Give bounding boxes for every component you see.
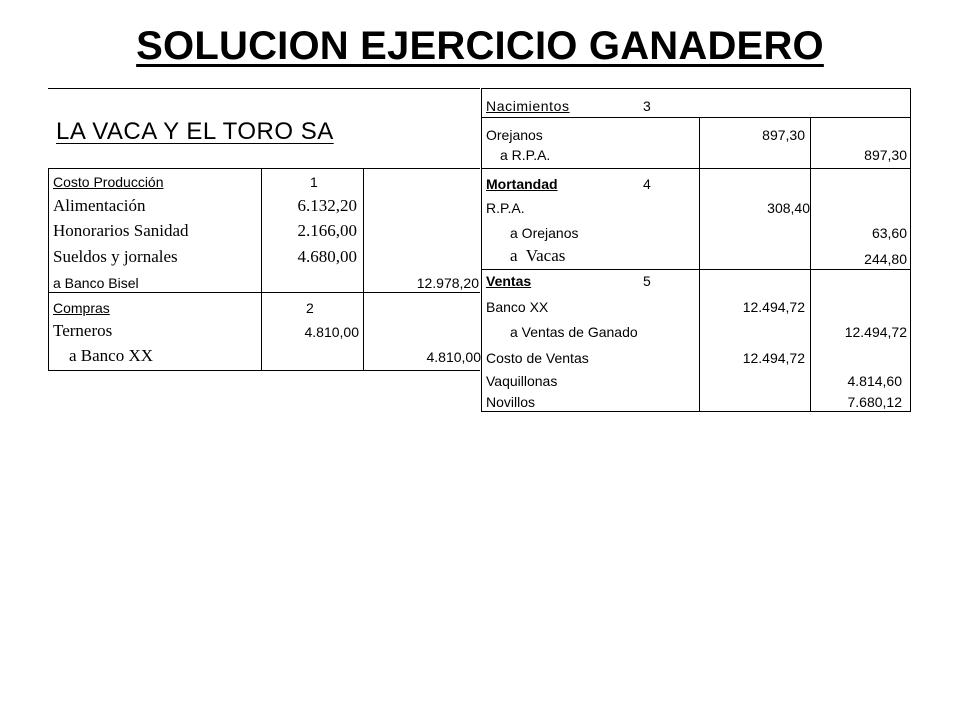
border-debe-left [261, 168, 262, 371]
rule-right-top [481, 88, 911, 89]
rule-entry4-end [481, 269, 911, 270]
page-title: SOLUCION EJERCICIO GANADERO [136, 24, 824, 68]
entry-number-5: 5 [643, 273, 651, 289]
debit-rpa-label: R.P.A. [486, 200, 525, 216]
credit-banco-bisel-amount: 12.978,20 [416, 275, 479, 291]
entry-header-compras: Compras [53, 300, 110, 316]
right-border-debe-left [699, 117, 700, 411]
right-border-left [481, 88, 482, 411]
debit-rpa-amount: 308,40 [767, 200, 810, 216]
debit-costo-ventas-amount: 12.494,72 [742, 350, 805, 366]
debit-orejanos-amount: 897,30 [762, 127, 805, 143]
credit-ventas-ganado-amount: 12.494,72 [844, 324, 907, 340]
credit-banco-xx-amount: 4.810,00 [426, 349, 481, 365]
debit-sueldos-label: Sueldos y jornales [53, 247, 178, 266]
credit-ventas-ganado-label: a Ventas de Ganado [510, 324, 638, 340]
rule-entry1-end [48, 292, 480, 293]
entry-header-nacimientos: Nacimientos [486, 98, 570, 114]
rule-right-bottom [481, 411, 911, 412]
entry-number-1: 1 [310, 174, 318, 190]
credit-vaquillonas-label: Vaquillonas [486, 373, 558, 389]
debit-terneros-label: Terneros [53, 321, 113, 340]
entry-header-produccion: Costo Producción [53, 174, 164, 190]
border-left [48, 168, 49, 371]
border-haber-left [363, 168, 364, 371]
credit-vacas-amount: 244,80 [864, 251, 907, 267]
company-name: LA VACA Y EL TORO SA [56, 118, 334, 145]
credit-rpa-label: a R.P.A. [500, 147, 551, 163]
rule-top-left [48, 88, 480, 89]
rule-left-bottom [48, 370, 480, 371]
debit-banco-xx-label: Banco XX [486, 299, 549, 315]
entry-number-2: 2 [306, 300, 314, 316]
credit-banco-xx-label: a Banco XX [69, 346, 154, 365]
credit-banco-bisel-label: a Banco Bisel [53, 275, 139, 291]
entry-header-mortandad: Mortandad [486, 176, 558, 192]
credit-orejanos-amount: 63,60 [871, 225, 907, 241]
debit-alimentacion-amount: 6.132,20 [297, 196, 357, 215]
rule-entry3-end [481, 168, 911, 169]
debit-honorarios-amount: 2.166,00 [297, 221, 357, 240]
rule-nacimientos-header [481, 117, 911, 118]
credit-novillos-amount: 7.680,12 [847, 394, 902, 410]
debit-honorarios-label: Honorarios Sanidad [53, 221, 189, 240]
debit-costo-ventas-label: Costo de Ventas [486, 350, 589, 366]
right-border-right [910, 88, 911, 411]
debit-banco-xx-amount: 12.494,72 [742, 299, 805, 315]
credit-rpa-amount: 897,30 [864, 147, 907, 163]
credit-orejanos-label: a Orejanos [510, 225, 579, 241]
credit-vaquillonas-amount: 4.814,60 [847, 373, 902, 389]
rule-company-bottom [48, 168, 480, 169]
entry-header-ventas: Ventas [486, 273, 532, 289]
debit-terneros-amount: 4.810,00 [304, 324, 359, 340]
credit-vacas-label: a Vacas [510, 246, 566, 265]
entry-number-3: 3 [643, 98, 651, 114]
entry-number-4: 4 [643, 176, 651, 192]
debit-alimentacion-label: Alimentación [53, 196, 146, 215]
debit-sueldos-amount: 4.680,00 [297, 247, 357, 266]
right-border-haber-left [810, 117, 811, 411]
debit-orejanos-label: Orejanos [486, 127, 543, 143]
credit-novillos-label: Novillos [486, 394, 536, 410]
